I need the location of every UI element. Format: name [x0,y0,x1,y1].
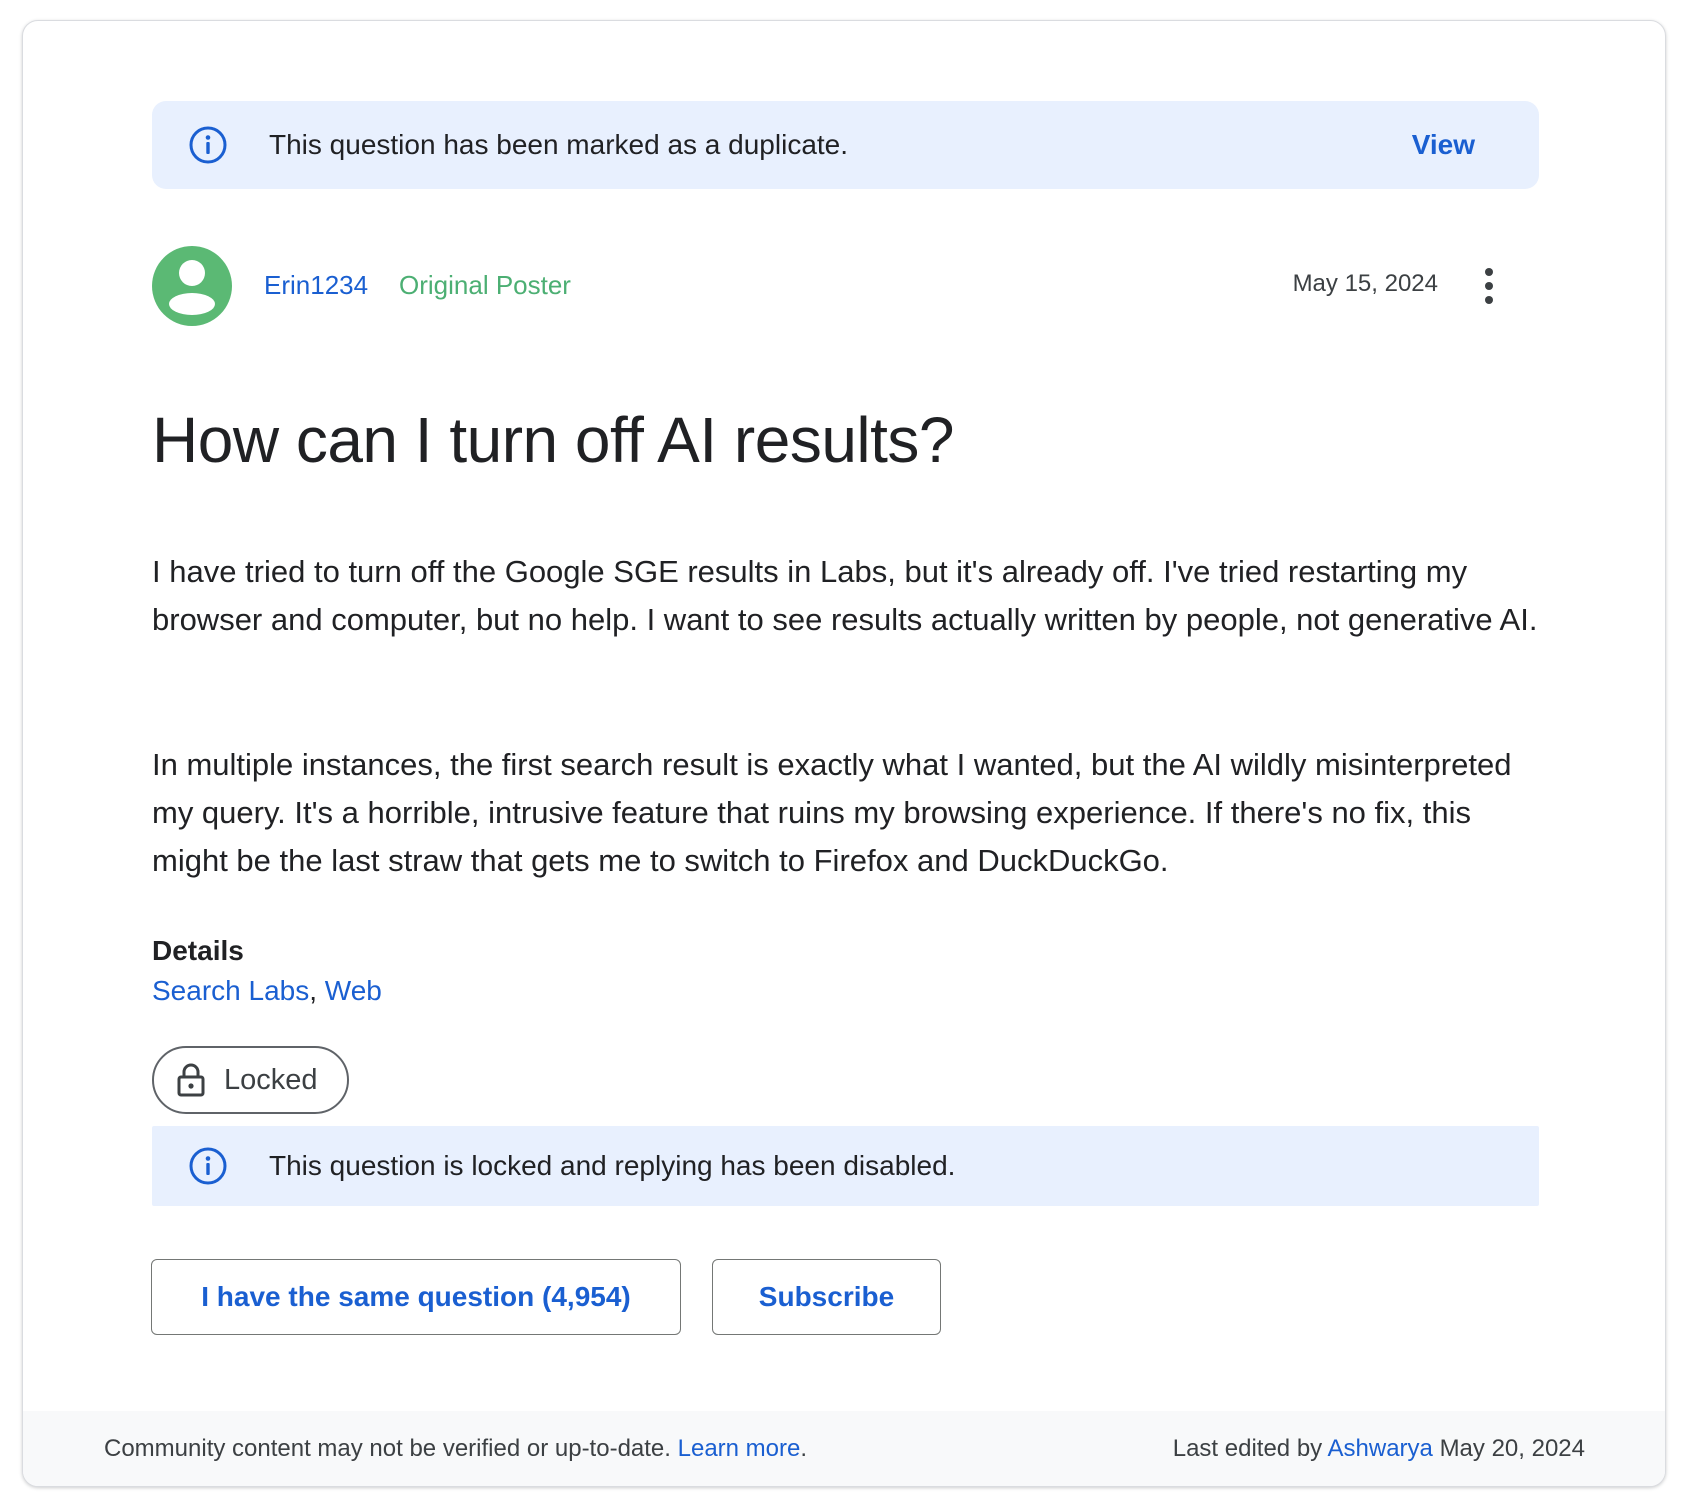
question-body-paragraph: I have tried to turn off the Google SGE results in Labs, but it's already off. I've tried restarting my browser and computer, but no help. I want to see results actually written by people, not generative AI. [152,554,1538,637]
details-link-search-labs[interactable]: Search Labs [152,975,310,1006]
question-title: How can I turn off AI results? [152,404,954,476]
author-row [152,246,1539,326]
locked-chip [152,1046,349,1114]
subscribe-button[interactable]: Subscribe [712,1259,941,1335]
footer-disclaimer [104,1435,807,1463]
original-poster-badge: Original Poster [399,270,571,300]
duplicate-banner-text: This question has been marked as a duplicate. [269,129,849,160]
details-links [152,975,382,1007]
view-duplicate-link[interactable]: View [1411,129,1475,160]
learn-more-suffix: . [800,1435,808,1462]
duplicate-banner [152,101,1539,189]
details-link-web[interactable]: Web [324,975,382,1006]
last-edited [1173,1435,1585,1463]
more-vertical-icon[interactable] [1473,264,1505,308]
disclaimer-text: Community content may not be verified or up-to-date. [104,1435,671,1462]
editor-link[interactable]: Ashwarya [1327,1435,1433,1462]
edited-prefix: Last edited by [1172,1435,1323,1462]
footer [23,1411,1666,1487]
locked-label: Locked [224,1064,318,1096]
locked-banner [152,1126,1539,1206]
info-icon [188,1146,228,1186]
avatar[interactable] [152,246,232,326]
edited-date: May 20, 2024 [1439,1435,1585,1462]
details-label: Details [152,935,244,966]
locked-banner-text: This question is locked and replying has been disabled. [269,1150,956,1181]
info-icon [188,125,228,165]
details-separator: , [309,975,325,1006]
same-question-button[interactable]: I have the same question (4,954) [151,1259,681,1335]
person-icon [152,246,232,326]
learn-more-link[interactable]: Learn more [677,1435,801,1462]
author-name[interactable]: Erin1234 [264,270,369,300]
lock-icon [176,1062,206,1098]
post-date: May 15, 2024 [1292,270,1438,297]
question-card [22,20,1666,1487]
question-body-paragraph: In multiple instances, the first search result is exactly what I wanted, but the AI wildly misinterpreted my query. It's a horrible, intrusive feature that ruins my browsing experience. If there's no fix, this might be the last straw that gets me to switch to Firefox and DuckDuckGo. [152,747,1512,878]
